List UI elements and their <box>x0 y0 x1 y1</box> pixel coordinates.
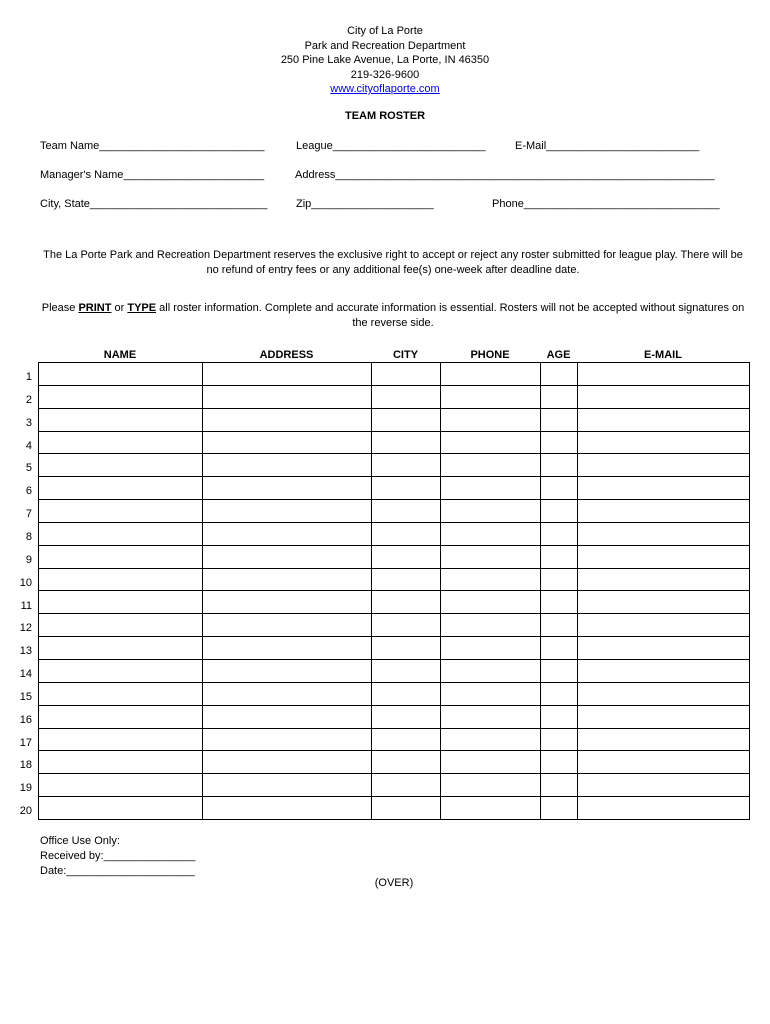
table-row <box>39 797 750 820</box>
table-row <box>39 751 750 774</box>
cell-name[interactable] <box>39 591 203 614</box>
cell-email[interactable] <box>578 545 750 568</box>
cell-email[interactable] <box>578 385 750 408</box>
row-number: 10 <box>19 576 32 589</box>
league-field[interactable]: League_________________________ <box>296 140 486 152</box>
table-row <box>39 477 750 500</box>
cell-address[interactable] <box>203 614 372 637</box>
table-row <box>39 522 750 545</box>
cell-email[interactable] <box>578 705 750 728</box>
print-instructions <box>40 301 746 331</box>
cell-address[interactable] <box>203 522 372 545</box>
team-name-field[interactable]: Team Name___________________________ <box>40 140 265 152</box>
table-row <box>39 614 750 637</box>
cell-age[interactable] <box>541 591 578 614</box>
column-header-city: CITY <box>392 349 419 361</box>
cell-address[interactable] <box>203 385 372 408</box>
cell-city[interactable] <box>372 500 441 523</box>
zip-field[interactable]: Zip____________________ <box>296 198 434 210</box>
cell-email[interactable] <box>578 637 750 660</box>
form-title: TEAM ROSTER <box>344 110 426 122</box>
phone-field[interactable]: Phone________________________________ <box>492 198 720 210</box>
cell-address[interactable] <box>203 591 372 614</box>
cell-age[interactable] <box>541 774 578 797</box>
letterhead <box>0 24 770 97</box>
cell-email[interactable] <box>578 774 750 797</box>
table-row <box>39 682 750 705</box>
cell-phone[interactable] <box>441 545 541 568</box>
cell-email[interactable] <box>578 500 750 523</box>
cell-city[interactable] <box>372 751 441 774</box>
row-number: 3 <box>25 416 32 429</box>
cell-age[interactable] <box>541 797 578 820</box>
cell-email[interactable] <box>578 682 750 705</box>
table-row <box>39 385 750 408</box>
cell-email[interactable] <box>578 431 750 454</box>
cell-phone[interactable] <box>441 522 541 545</box>
cell-city[interactable] <box>372 682 441 705</box>
table-row <box>39 363 750 386</box>
refund-notice: The La Porte Park and Recreation Department reserves the exclusive right to accept or reject any roster submitted for league play. There will be no refund of entry fees or any additional fee(s) one-week after deadline date. <box>43 249 743 276</box>
column-header-address: ADDRESS <box>259 349 314 361</box>
cell-name[interactable] <box>39 500 203 523</box>
cell-email[interactable] <box>578 363 750 386</box>
cell-email[interactable] <box>578 522 750 545</box>
table-row <box>39 705 750 728</box>
cell-age[interactable] <box>541 408 578 431</box>
row-number: 2 <box>25 393 32 406</box>
cell-name[interactable] <box>39 637 203 660</box>
cell-age[interactable] <box>541 637 578 660</box>
cell-age[interactable] <box>541 751 578 774</box>
table-row <box>39 500 750 523</box>
row-number: 9 <box>25 553 32 566</box>
row-number: 17 <box>19 736 32 749</box>
cell-email[interactable] <box>578 797 750 820</box>
cell-address[interactable] <box>203 363 372 386</box>
print-emphasis: PRINT <box>78 302 112 314</box>
cell-phone[interactable] <box>441 705 541 728</box>
cell-city[interactable] <box>372 545 441 568</box>
over-note: (OVER) <box>374 877 414 889</box>
cell-name[interactable] <box>39 385 203 408</box>
cell-address[interactable] <box>203 659 372 682</box>
cell-city[interactable] <box>372 637 441 660</box>
cell-name[interactable] <box>39 659 203 682</box>
cell-address[interactable] <box>203 408 372 431</box>
cell-address[interactable] <box>203 728 372 751</box>
table-row <box>39 568 750 591</box>
cell-email[interactable] <box>578 454 750 477</box>
cell-address[interactable] <box>203 477 372 500</box>
cell-phone[interactable] <box>441 408 541 431</box>
type-emphasis: TYPE <box>127 302 157 314</box>
cell-name[interactable] <box>39 751 203 774</box>
cell-age[interactable] <box>541 500 578 523</box>
department-phone: 219-326-9600 <box>350 68 420 81</box>
cell-city[interactable] <box>372 614 441 637</box>
roster-table <box>38 362 750 820</box>
cell-city[interactable] <box>372 568 441 591</box>
cell-phone[interactable] <box>441 728 541 751</box>
cell-address[interactable] <box>203 454 372 477</box>
table-row <box>39 774 750 797</box>
cell-age[interactable] <box>541 477 578 500</box>
row-number: 13 <box>19 645 32 658</box>
table-row <box>39 408 750 431</box>
row-number: 5 <box>25 462 32 475</box>
cell-email[interactable] <box>578 477 750 500</box>
table-row <box>39 431 750 454</box>
cell-phone[interactable] <box>441 477 541 500</box>
email-field[interactable]: E-Mail_________________________ <box>515 140 700 152</box>
cell-age[interactable] <box>541 431 578 454</box>
row-number: 14 <box>19 668 32 681</box>
cell-phone[interactable] <box>441 568 541 591</box>
cell-email[interactable] <box>578 591 750 614</box>
city-state-field[interactable]: City, State_____________________________ <box>40 198 268 210</box>
cell-city[interactable] <box>372 431 441 454</box>
cell-name[interactable] <box>39 614 203 637</box>
cell-name[interactable] <box>39 682 203 705</box>
column-header-email: E-MAIL <box>644 349 682 361</box>
row-number: 18 <box>19 759 32 772</box>
cell-name[interactable] <box>39 728 203 751</box>
cell-email[interactable] <box>578 728 750 751</box>
cell-name[interactable] <box>39 774 203 797</box>
cell-phone[interactable] <box>441 500 541 523</box>
cell-phone[interactable] <box>441 363 541 386</box>
cell-name[interactable] <box>39 705 203 728</box>
cell-email[interactable] <box>578 751 750 774</box>
cell-age[interactable] <box>541 568 578 591</box>
cell-city[interactable] <box>372 385 441 408</box>
cell-email[interactable] <box>578 659 750 682</box>
cell-address[interactable] <box>203 774 372 797</box>
cell-address[interactable] <box>203 545 372 568</box>
cell-name[interactable] <box>39 363 203 386</box>
cell-age[interactable] <box>541 454 578 477</box>
row-number: 15 <box>19 690 32 703</box>
cell-phone[interactable] <box>441 751 541 774</box>
cell-phone[interactable] <box>441 637 541 660</box>
cell-age[interactable] <box>541 545 578 568</box>
column-header-name: NAME <box>103 349 137 361</box>
instructions-prefix: Please <box>41 302 79 314</box>
cell-age[interactable] <box>541 363 578 386</box>
managers-name-field[interactable]: Manager's Name_______________________ <box>40 169 265 181</box>
row-number: 20 <box>19 805 32 818</box>
cell-address[interactable] <box>203 705 372 728</box>
cell-city[interactable] <box>372 705 441 728</box>
cell-age[interactable] <box>541 522 578 545</box>
cell-address[interactable] <box>203 682 372 705</box>
cell-city[interactable] <box>372 728 441 751</box>
department-address: 250 Pine Lake Avenue, La Porte, IN 46350 <box>280 54 490 66</box>
cell-phone[interactable] <box>441 454 541 477</box>
row-number: 7 <box>25 508 32 521</box>
cell-phone[interactable] <box>441 774 541 797</box>
cell-city[interactable] <box>372 477 441 500</box>
city-name: City of La Porte <box>347 25 423 37</box>
row-number: 1 <box>25 371 32 383</box>
table-row <box>39 728 750 751</box>
row-number: 8 <box>25 530 32 543</box>
office-use-label: Office Use Only: <box>40 835 120 847</box>
row-number: 4 <box>25 439 32 452</box>
cell-address[interactable] <box>203 568 372 591</box>
cell-age[interactable] <box>541 682 578 705</box>
column-header-phone: PHONE <box>470 349 510 361</box>
cell-city[interactable] <box>372 797 441 820</box>
cell-age[interactable] <box>541 728 578 751</box>
office-use-section <box>40 834 195 879</box>
cell-name[interactable] <box>39 431 203 454</box>
row-number: 12 <box>19 622 32 635</box>
cell-city[interactable] <box>372 363 441 386</box>
cell-phone[interactable] <box>441 659 541 682</box>
table-row <box>39 637 750 660</box>
table-row <box>39 659 750 682</box>
department-name: Park and Recreation Department <box>304 39 466 52</box>
office-date-field[interactable]: Date:_____________________ <box>40 865 195 877</box>
cell-address[interactable] <box>203 431 372 454</box>
column-header-age: AGE <box>546 349 571 361</box>
cell-phone[interactable] <box>441 385 541 408</box>
row-number: 19 <box>19 782 32 795</box>
cell-phone[interactable] <box>441 431 541 454</box>
cell-name[interactable] <box>39 568 203 591</box>
cell-city[interactable] <box>372 659 441 682</box>
instructions-suffix: all roster information. Complete and accurate information is essential. Rosters will not be accepted without signatures on the reverse side. <box>156 302 745 329</box>
row-number: 16 <box>19 713 32 726</box>
cell-age[interactable] <box>541 659 578 682</box>
cell-phone[interactable] <box>441 682 541 705</box>
cell-city[interactable] <box>372 408 441 431</box>
cell-name[interactable] <box>39 408 203 431</box>
cell-phone[interactable] <box>441 614 541 637</box>
cell-name[interactable] <box>39 545 203 568</box>
address-field[interactable]: Address______________________________________________________________ <box>295 169 715 181</box>
received-by-field[interactable]: Received by:_______________ <box>40 850 196 862</box>
website-link[interactable]: www.cityoflaporte.com <box>330 83 440 95</box>
cell-phone[interactable] <box>441 797 541 820</box>
cell-address[interactable] <box>203 797 372 820</box>
cell-name[interactable] <box>39 477 203 500</box>
cell-city[interactable] <box>372 591 441 614</box>
cell-name[interactable] <box>39 797 203 820</box>
table-row <box>39 545 750 568</box>
cell-city[interactable] <box>372 454 441 477</box>
cell-age[interactable] <box>541 385 578 408</box>
row-number: 11 <box>20 599 32 612</box>
cell-name[interactable] <box>39 522 203 545</box>
cell-address[interactable] <box>203 637 372 660</box>
cell-email[interactable] <box>578 568 750 591</box>
cell-name[interactable] <box>39 454 203 477</box>
cell-phone[interactable] <box>441 591 541 614</box>
cell-city[interactable] <box>372 522 441 545</box>
cell-city[interactable] <box>372 774 441 797</box>
cell-address[interactable] <box>203 500 372 523</box>
cell-age[interactable] <box>541 614 578 637</box>
instructions-or: or <box>111 302 128 314</box>
cell-email[interactable] <box>578 408 750 431</box>
cell-email[interactable] <box>578 614 750 637</box>
table-row <box>39 591 750 614</box>
table-row <box>39 454 750 477</box>
row-number: 6 <box>25 485 32 498</box>
cell-age[interactable] <box>541 705 578 728</box>
cell-address[interactable] <box>203 751 372 774</box>
